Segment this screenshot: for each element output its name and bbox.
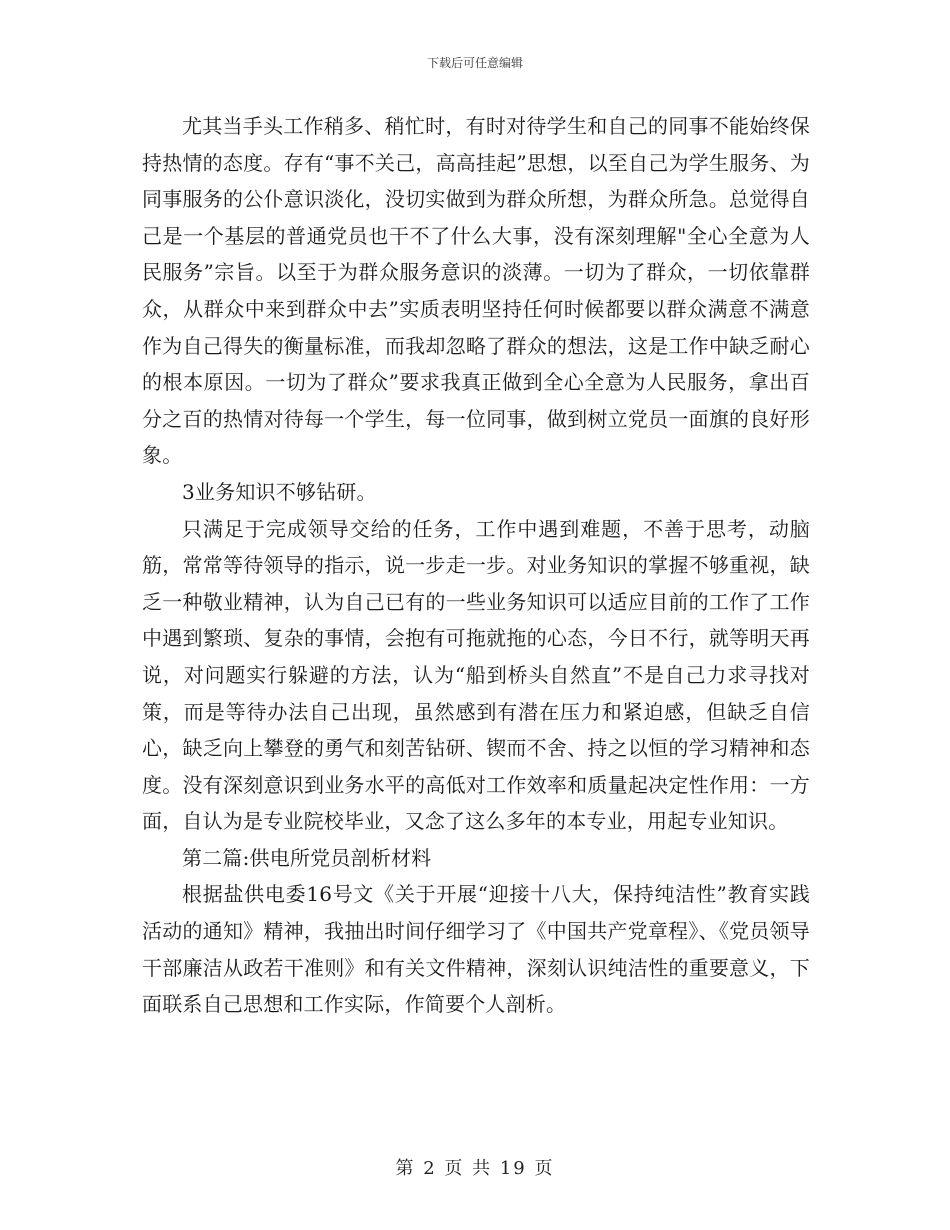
paragraph-5: 根据盐供电委16号文《关于开展“迎接十八大，保持纯洁性”教育实践活动的通知》精神，我抽出时间仔细学习了《中国共产党章程》、《党员领导干部廉洁从政若干准则》和有关文件精神，深刻认识纯洁性的重要意义，下面联系自己思想和工作实际，作简要个人剖析。 [142,882,810,1017]
paragraph-3: 只满足于完成领导交给的任务，工作中遇到难题，不善于思考，动脑筋，常常等待领导的指示，说一步走一步。对业务知识的掌握不够重视，缺乏一种敬业精神，认为自己已有的一些业务知识可以适应目前的工作了工作中遇到繁琐、复杂的事情，会抱有可拖就拖的心态，今日不行，就等明天再说，对问题实行躲避的方法，认为“船到桥头自然直”不是自己力求寻找对策，而是等待办法自己出现，虽然感到有潜在压力和紧迫感，但缺乏自信心，缺乏向上攀登的勇气和刻苦钻研、锲而不舍、持之以恒的学习精神和态度。没有深刻意识到业务水平的高低对工作效率和质量起决定性作用：一方面，自认为是专业院校毕业，又念了这么多年的本专业，用起专业知识。 [142,516,810,834]
paragraph-4-section-title: 第二篇:供电所党员剖析材料 [182,845,432,870]
page-number-footer: 第 2 页 共 19 页 [395,1158,555,1179]
page-header: 下载后可任意编辑 [426,56,523,70]
document-body [142,108,810,1023]
paragraph-1: 尤其当手头工作稍多、稍忙时，有时对待学生和自己的同事不能始终保持热情的态度。存有“事不关己，高高挂起”思想，以至自己为学生服务、为同事服务的公仆意识淡化，没切实做到为群众所想，为群众所急。总觉得自己是一个基层的普通党员也干不了什么大事，没有深刻理解"全心全意为人民服务”宗旨。以至于为群众服务意识的淡薄。一切为了群众，一切依靠群众，从群众中来到群众中去”实质表明坚持任何时候都要以群众满意不满意作为自己得失的衡量标准，而我却忽略了群众的想法，这是工作中缺乏耐心的根本原因。一切为了群众”要求我真正做到全心全意为人民服务，拿出百分之百的热情对待每一个学生，每一位同事，做到树立党员一面旗的良好形象。 [142,114,810,468]
paragraph-2-heading: 3业务知识不够钻研。 [182,479,377,504]
